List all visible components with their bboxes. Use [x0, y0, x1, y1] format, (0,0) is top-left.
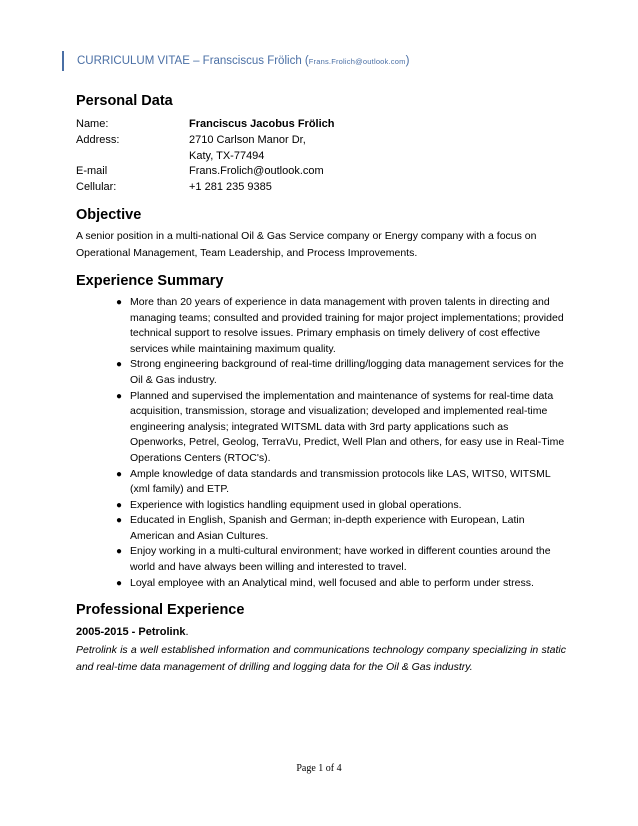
- header-title: CURRICULUM VITAE – Fransciscus Frölich (: [77, 55, 309, 67]
- list-item: [116, 544, 566, 575]
- list-item: [116, 576, 566, 592]
- header-close-paren: ): [405, 55, 410, 67]
- professional-experience-section: [76, 601, 566, 676]
- job-title: [76, 625, 566, 640]
- email-label: E-mail: [76, 165, 108, 178]
- bullet-icon: ●: [116, 515, 123, 527]
- list-item: [116, 467, 566, 498]
- summary-list: [76, 295, 566, 591]
- cellular-label: Cellular:: [76, 181, 117, 194]
- objective-heading: Objective: [76, 206, 142, 223]
- experience-summary-section: [76, 272, 566, 591]
- bullet-icon: ●: [116, 546, 123, 558]
- list-item: [116, 389, 566, 467]
- list-item: [116, 513, 566, 544]
- page-number: Page 1 of 4: [296, 763, 342, 774]
- address-line1: 2710 Carlson Manor Dr,: [189, 133, 306, 146]
- bullet-icon: ●: [116, 577, 123, 589]
- address-line2: Katy, TX-77494: [189, 149, 265, 162]
- list-item-text: Strong engineering background of real-time drilling/logging data management services for the Oil & Gas industry.: [130, 358, 564, 386]
- bullet-icon: ●: [116, 499, 123, 511]
- address-label: Address:: [76, 133, 120, 146]
- list-item-text: Planned and supervised the implementation and maintenance of systems for real-time data acquisition, transmission, storage and visualization; developed and implemented real-time engineering analysis; integrated WITSML data with 3rd party applications such as Openworks, Petrel, Geolog, TerraVu, Predict, Well Plan and others, for easy use in Real-Time Operations Centers (RTOC's).: [130, 389, 565, 464]
- bullet-icon: ●: [116, 468, 123, 480]
- header-email: Frans.Frolich@outlook.com: [308, 57, 406, 66]
- job-title-suffix: .: [185, 626, 189, 639]
- list-item-text: More than 20 years of experience in data management with proven talents in directing and managing teams; consulted and provided training for major project implementations; provided technical support to resolve issues. Primary emphasis on timely delivery of cost effective services while maintaining maximum quality.: [130, 295, 564, 355]
- list-item-text: Loyal employee with an Analytical mind, well focused and able to perform under stress.: [130, 576, 534, 589]
- list-item: [116, 295, 566, 357]
- objective-section: [76, 206, 566, 262]
- list-item-text: Educated in English, Spanish and German; in-depth experience with European, Latin American and Asian Cultures.: [130, 514, 525, 542]
- bullet-icon: ●: [116, 390, 123, 402]
- job-description: Petrolink is a well established information and communications technology company specializing in static and real-time data management of drilling and logging data for the Oil & Gas industry.: [76, 644, 566, 674]
- name-label: Name:: [76, 118, 109, 130]
- name-value: Franciscus Jacobus Frölich: [189, 118, 335, 130]
- personal-data-section: [76, 92, 566, 196]
- experience-summary-heading: Experience Summary: [76, 272, 224, 289]
- bullet-icon: ●: [116, 296, 123, 308]
- objective-text: A senior position in a multi-national Oil & Gas Service company or Energy company with a focus on Operational Management, Team Leadership, and Process Improvements.: [76, 229, 537, 259]
- list-item: [116, 498, 566, 514]
- email-value: Frans.Frolich@outlook.com: [189, 165, 324, 178]
- personal-data-grid: [76, 117, 566, 196]
- cellular-value: +1 281 235 9385: [189, 181, 272, 194]
- document-header: [62, 51, 409, 71]
- personal-data-heading: Personal Data: [76, 93, 173, 109]
- bullet-icon: ●: [116, 359, 123, 371]
- professional-experience-heading: Professional Experience: [76, 602, 245, 619]
- address-blank-label: [76, 149, 189, 165]
- list-item-text: Experience with logistics handling equipment used in global operations.: [130, 498, 462, 511]
- resume-body: [76, 92, 566, 676]
- list-item-text: Ample knowledge of data standards and transmission protocols like LAS, WITS0, WITSML (xml family) and ETP.: [130, 467, 551, 496]
- list-item: [116, 357, 566, 388]
- job-title-text: 2005-2015 - Petrolink: [76, 626, 186, 639]
- list-item-text: Enjoy working in a multi-cultural environment; have worked in different counties around the world and have always been willing and interested to travel.: [130, 545, 551, 574]
